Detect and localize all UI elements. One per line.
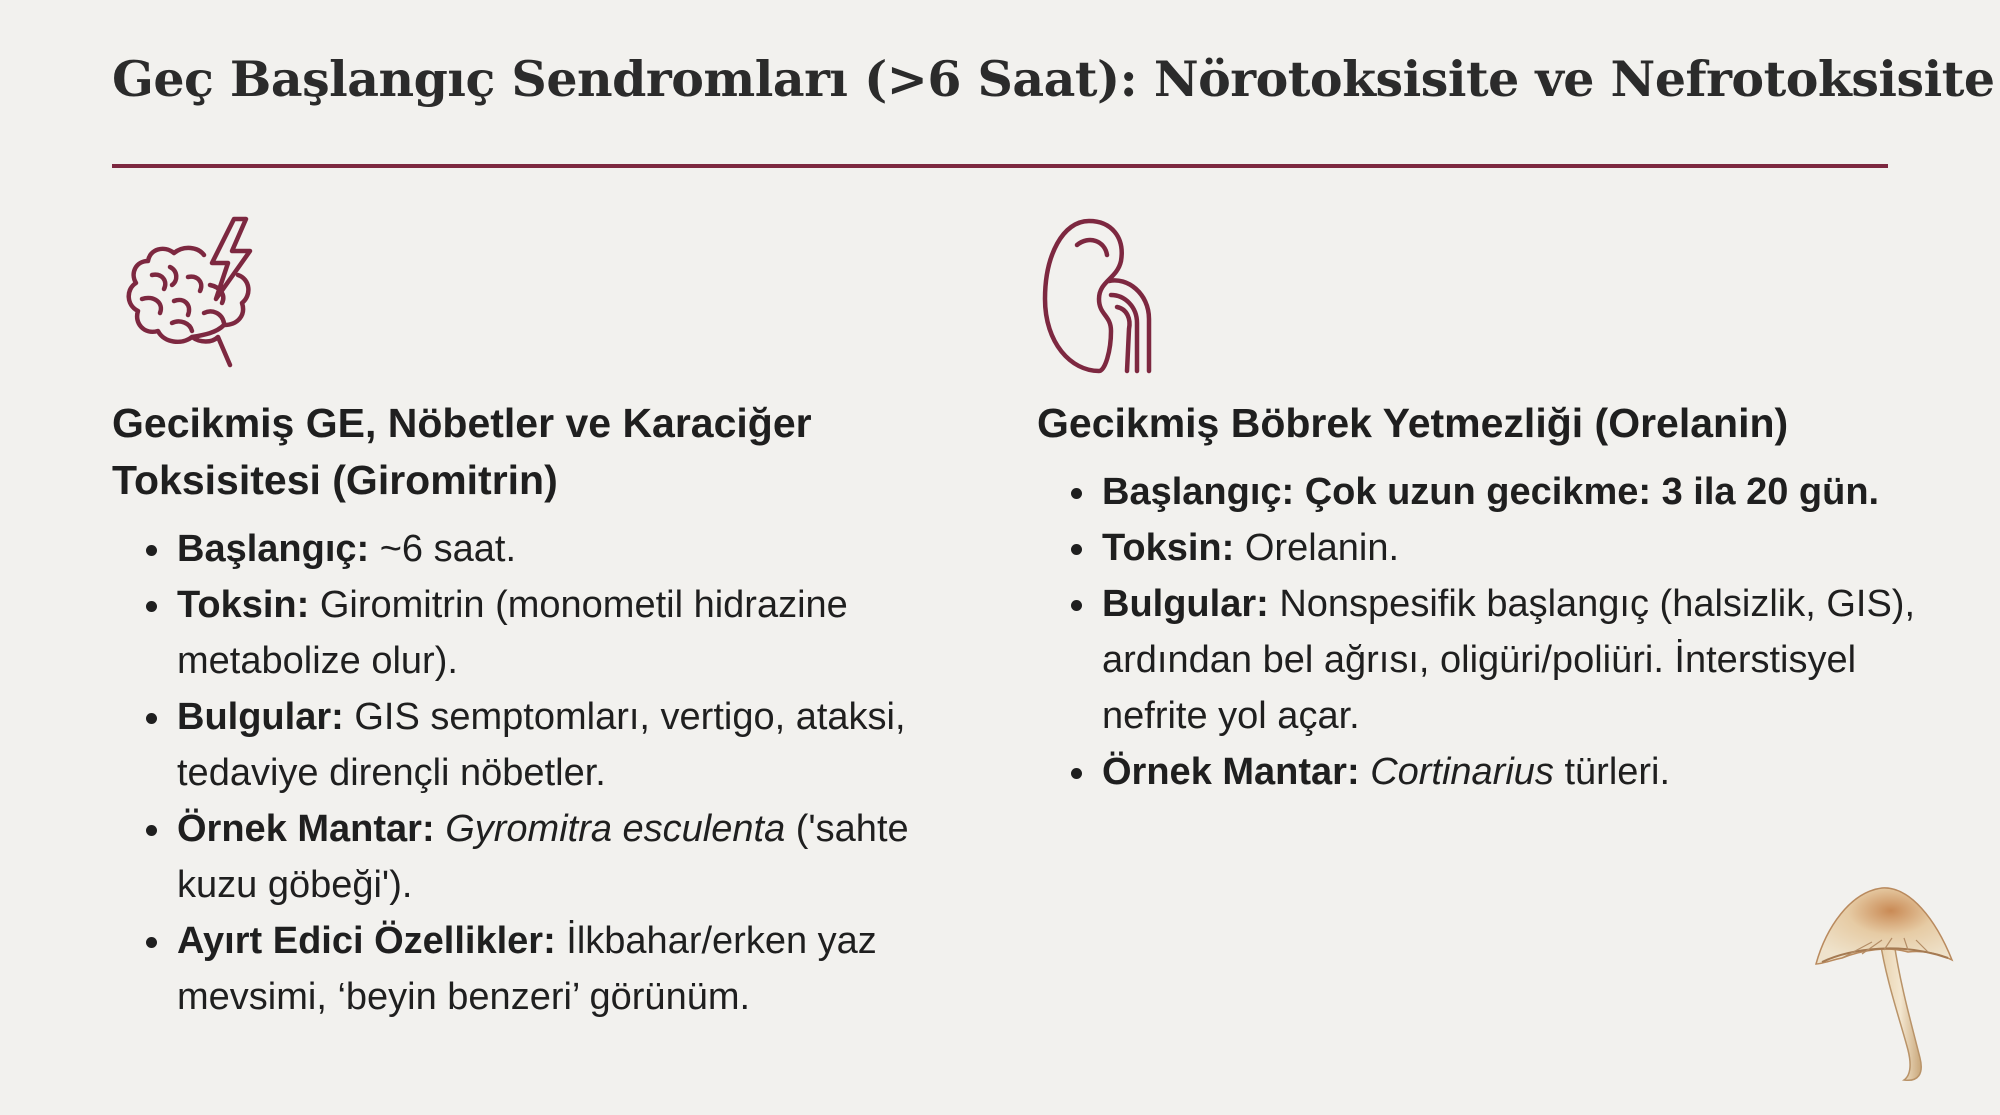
item-label: Bulgular: [1102, 583, 1269, 625]
list-item [1102, 744, 1917, 800]
list-item [177, 801, 992, 913]
list-item [177, 577, 992, 689]
nephrotoxicity-heading: Gecikmiş Böbrek Yetmezliği (Orelanin) [1037, 400, 1789, 446]
brain-lightning-icon [112, 215, 992, 375]
nephrotoxicity-column [1037, 215, 1917, 800]
item-label: Ayırt Edici Özellikler: [177, 920, 556, 962]
item-label: Örnek Mantar: [1102, 751, 1360, 793]
title-divider [112, 164, 1888, 168]
list-item [1102, 520, 1917, 576]
item-label: Bulgular: [177, 696, 344, 738]
item-text: Orelanin. [1234, 527, 1400, 569]
item-label: Toksin: [177, 584, 310, 626]
item-text: ('sahte kuzu göbeği'). [177, 808, 909, 906]
item-text: Giromitrin (monometil hidrazine metabolize olur). [177, 584, 848, 682]
species-name: Gyromitra esculenta [445, 808, 786, 850]
neurotoxicity-heading: Gecikmiş GE, Nöbetler ve Karaciğer Toksisitesi (Giromitrin) [112, 400, 812, 503]
item-text: GIS semptomları, vertigo, ataksi, tedaviye dirençli nöbetler. [177, 696, 906, 794]
nephrotoxicity-list [1037, 464, 1917, 800]
list-item [1102, 464, 1917, 520]
mushroom-illustration-icon [1812, 880, 1962, 1090]
list-item [177, 521, 992, 577]
kidney-icon [1037, 215, 1917, 375]
item-label: Toksin: [1102, 527, 1235, 569]
item-text: türleri. [1553, 751, 1671, 793]
list-item [1102, 576, 1917, 744]
page-title: Geç Başlangıç Sendromları (>6 Saat): Nörotoksisite ve Nefrotoksisite [112, 50, 1995, 108]
item-label: Başlangıç: [177, 528, 370, 570]
species-name: Cortinarius [1370, 751, 1554, 793]
neurotoxicity-column [112, 215, 992, 1025]
item-label: Örnek Mantar: [177, 808, 435, 850]
item-text: İlkbahar/erken yaz mevsimi, ‘beyin benzeri’ görünüm. [177, 920, 877, 1018]
list-item [177, 689, 992, 801]
item-text: ~6 saat. [369, 528, 516, 570]
item-label: Başlangıç: Çok uzun gecikme: 3 ila 20 gün. [1102, 471, 1880, 513]
item-text: Nonspesifik başlangıç (halsizlik, GIS), ardından bel ağrısı, oligüri/poliüri. İnterstisyel nefrite yol açar. [1102, 583, 1916, 737]
list-item [177, 913, 992, 1025]
neurotoxicity-list [112, 521, 992, 1025]
